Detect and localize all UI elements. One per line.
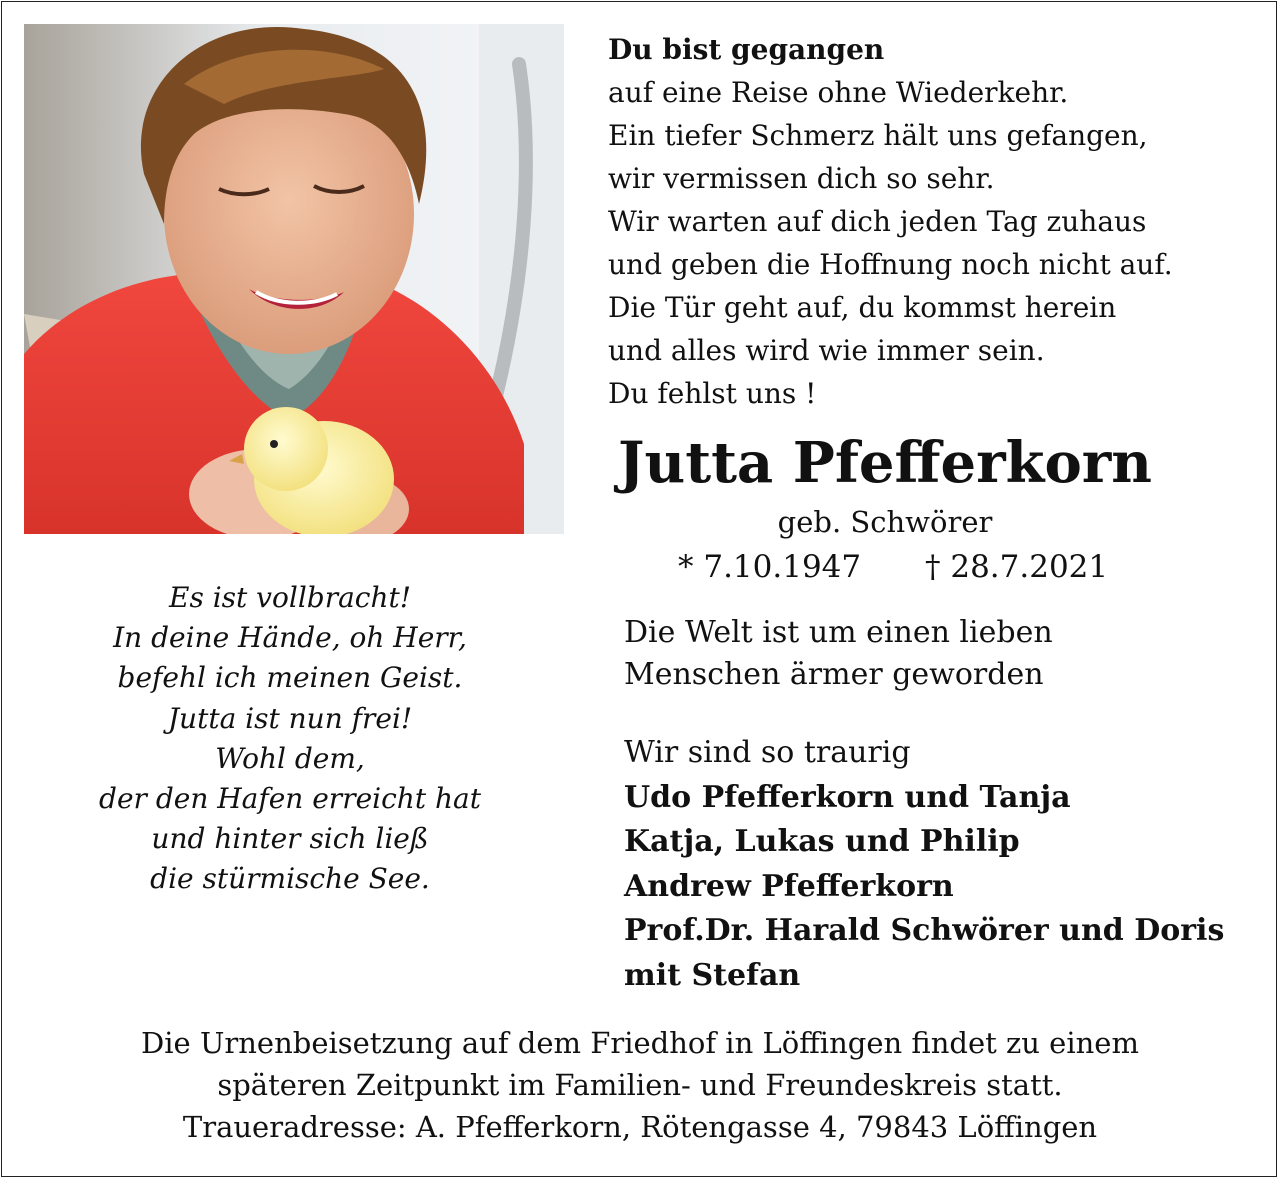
mourner-name: mit Stefan [624, 957, 801, 993]
poem-left-line: und hinter sich ließ [151, 822, 429, 856]
world-text-line: Menschen ärmer geworden [624, 657, 1044, 692]
mourner-name: Udo Pfefferkorn und Tanja [624, 779, 1071, 815]
poem-right-line: und alles wird wie immer sein. [608, 334, 1045, 367]
footer-line: Die Urnenbeisetzung auf dem Friedhof in Löffingen findet zu einem [141, 1026, 1139, 1060]
poem-left-line: die stürmische See. [150, 862, 430, 896]
footer-notice [40, 1022, 1240, 1148]
portrait-photo [24, 24, 564, 534]
world-text [624, 612, 1244, 696]
mourner-name: Katja, Lukas und Philip [624, 824, 1020, 859]
poem-right-line: und geben die Hoffnung noch nicht auf. [608, 248, 1173, 281]
poem-left-line: Jutta ist nun frei! [167, 701, 413, 735]
birth-name: geb. Schwörer [777, 505, 993, 539]
footer-line: späteren Zeitpunkt im Familien- und Freundeskreis statt. [217, 1068, 1063, 1102]
poem-right [608, 28, 1248, 415]
poem-right-line: Du bist gegangen [608, 33, 885, 66]
poem-right-line: Wir warten auf dich jeden Tag zuhaus [608, 205, 1147, 238]
mourners-list [624, 731, 1264, 998]
poem-right-line: Die Tür geht auf, du kommst herein [608, 291, 1117, 324]
deceased-name: Jutta Pfefferkorn [617, 430, 1153, 496]
poem-right-line: auf eine Reise ohne Wiederkehr. [608, 76, 1069, 109]
mourners-intro: Wir sind so traurig [624, 735, 911, 770]
poem-left [80, 578, 500, 900]
birth-date: * 7.10.1947 [678, 549, 862, 585]
world-text-line: Die Welt ist um einen lieben [624, 615, 1053, 650]
mourner-name: Prof.Dr. Harald Schwörer und Doris [624, 913, 1225, 948]
poem-left-line: befehl ich meinen Geist. [117, 661, 463, 695]
footer-address: Traueradresse: A. Pfefferkorn, Rötengasse 4, 79843 Löffingen [182, 1110, 1098, 1144]
poem-right-line: Du fehlst uns ! [608, 377, 817, 410]
poem-left-line: der den Hafen erreicht hat [99, 782, 481, 816]
poem-left-line: In deine Hände, oh Herr, [113, 621, 467, 655]
poem-right-line: wir vermissen dich so sehr. [608, 162, 995, 195]
poem-right-line: Ein tiefer Schmerz hält uns gefangen, [608, 119, 1148, 152]
mourner-name: Andrew Pfefferkorn [624, 868, 954, 904]
poem-left-line: Es ist vollbracht! [169, 581, 411, 614]
poem-left-line: Wohl dem, [215, 741, 365, 775]
death-date: † 28.7.2021 [925, 549, 1109, 585]
